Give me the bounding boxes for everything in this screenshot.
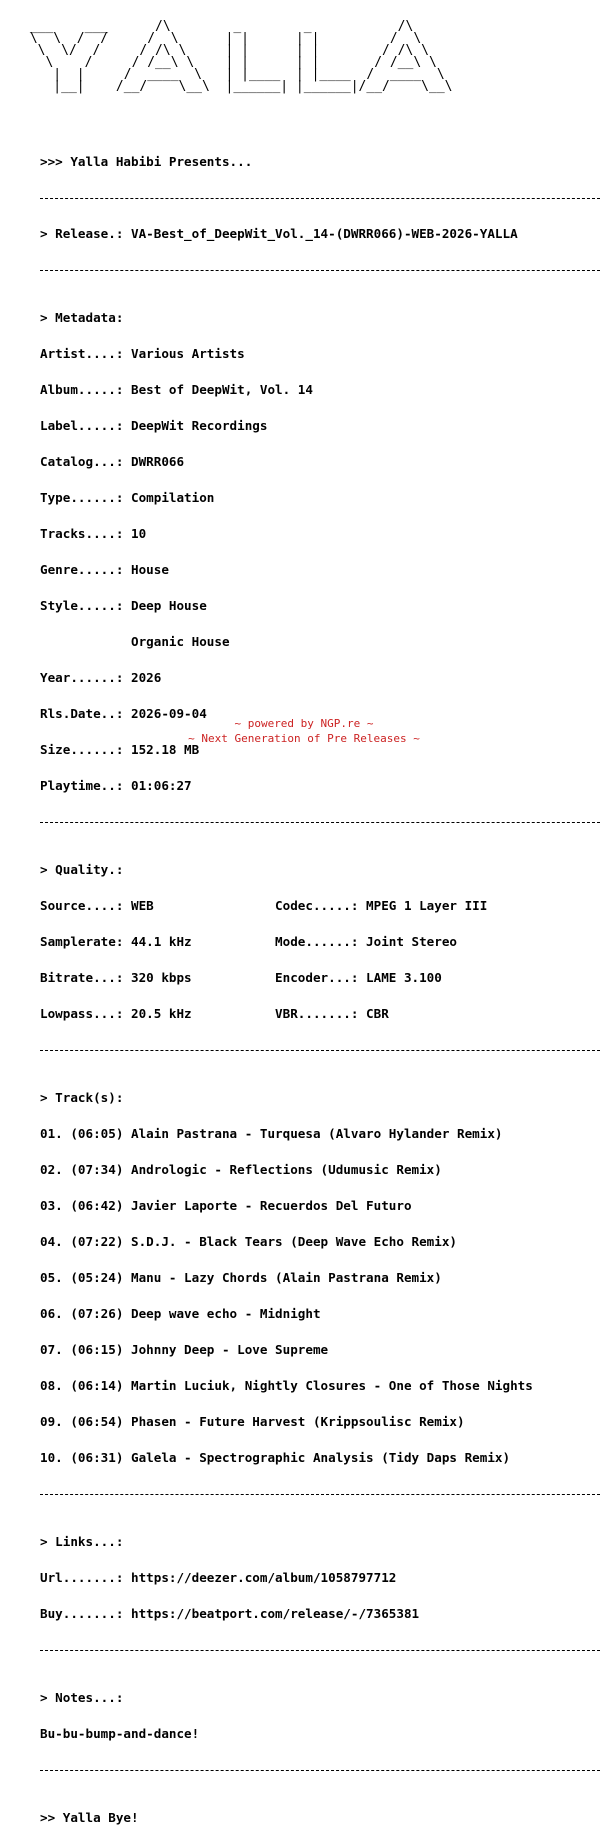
metadata-playtime: Playtime..: 01:06:27 bbox=[40, 778, 192, 793]
separator bbox=[40, 1644, 600, 1656]
quality-row: Source....: WEB Codec.....: MPEG 1 Layer III bbox=[40, 898, 488, 913]
link-buy[interactable]: Buy.......: https://beatport.com/release/-/7365381 bbox=[40, 1606, 420, 1621]
logo-line: |__| /__/ \__\ |______| |______|/__/ \__\ bbox=[22, 79, 453, 94]
metadata-tracks: Tracks....: 10 bbox=[40, 526, 147, 541]
footer bbox=[0, 716, 608, 746]
track-item: 02. (07:34) Andrologic - Reflections (Udumusic Remix) bbox=[40, 1162, 442, 1177]
logo-line: | | / ____ \ | |____ | |____ / ____ \ bbox=[22, 67, 453, 82]
track-item: 09. (06:54) Phasen - Future Harvest (Krippsoulisc Remix) bbox=[40, 1414, 465, 1429]
metadata-label: Label.....: DeepWit Recordings bbox=[40, 418, 268, 433]
track-item: 06. (07:26) Deep wave echo - Midnight bbox=[40, 1306, 321, 1321]
release-line: > Release.: VA-Best_of_DeepWit_Vol._14-(DWRR066)-WEB-2026-YALLA bbox=[40, 226, 518, 241]
metadata-genre: Genre.....: House bbox=[40, 562, 169, 577]
logo-line: \ \/ / / /\ \ | | | | / /\ \ bbox=[22, 43, 453, 58]
separator bbox=[40, 1044, 600, 1056]
metadata-catalog: Catalog...: DWRR066 bbox=[40, 454, 185, 469]
quality-row: Bitrate...: 320 kbps Encoder...: LAME 3.100 bbox=[40, 970, 442, 985]
quality-header: > Quality.: bbox=[40, 862, 124, 877]
metadata-type: Type......: Compilation bbox=[40, 490, 215, 505]
metadata-header: > Metadata: bbox=[40, 310, 124, 325]
track-item: 04. (07:22) S.D.J. - Black Tears (Deep Wave Echo Remix) bbox=[40, 1234, 458, 1249]
tracklist-header: > Track(s): bbox=[40, 1090, 124, 1105]
logo-line: ___ ___ /\ _ _ /\ bbox=[22, 19, 453, 34]
separator bbox=[40, 1488, 600, 1500]
metadata-style: Style.....: Deep House bbox=[40, 598, 207, 613]
metadata-size: Size......: 152.18 MB bbox=[40, 742, 200, 757]
quality-row: Samplerate: 44.1 kHz Mode......: Joint Stereo bbox=[40, 934, 458, 949]
metadata-album: Album.....: Best of DeepWit, Vol. 14 bbox=[40, 382, 313, 397]
track-item: 05. (05:24) Manu - Lazy Chords (Alain Pastrana Remix) bbox=[40, 1270, 442, 1285]
notes-text: Bu-bu-bump-and-dance! bbox=[40, 1726, 200, 1741]
track-item: 08. (06:14) Martin Luciuk, Nightly Closures - One of Those Nights bbox=[40, 1378, 533, 1393]
metadata-year: Year......: 2026 bbox=[40, 670, 162, 685]
outro-line: >> Yalla Bye! bbox=[40, 1810, 139, 1825]
separator bbox=[40, 264, 600, 276]
track-item: 03. (06:42) Javier Laporte - Recuerdos Del Futuro bbox=[40, 1198, 412, 1213]
links-header: > Links...: bbox=[40, 1534, 124, 1549]
track-item: 07. (06:15) Johnny Deep - Love Supreme bbox=[40, 1342, 329, 1357]
footer-tagline: ~ Next Generation of Pre Releases ~ bbox=[188, 732, 420, 745]
metadata-style-2: Organic House bbox=[40, 634, 230, 649]
nfo-document bbox=[40, 132, 600, 1836]
footer-powered-by[interactable]: ~ powered by NGP.re ~ bbox=[234, 717, 374, 730]
logo-line: \ / / /__\ \ | | | | / /__\ \ bbox=[22, 55, 453, 70]
metadata-release-date: Rls.Date..: 2026-09-04 bbox=[40, 706, 207, 721]
separator bbox=[40, 1764, 600, 1776]
notes-header: > Notes...: bbox=[40, 1690, 124, 1705]
yalla-ascii-logo bbox=[22, 20, 452, 92]
quality-row: Lowpass...: 20.5 kHz VBR.......: CBR bbox=[40, 1006, 389, 1021]
link-url[interactable]: Url.......: https://deezer.com/album/1058797712 bbox=[40, 1570, 397, 1585]
intro-line: >>> Yalla Habibi Presents... bbox=[40, 154, 253, 169]
metadata-artist: Artist....: Various Artists bbox=[40, 346, 245, 361]
separator bbox=[40, 816, 600, 828]
separator bbox=[40, 192, 600, 204]
track-item: 01. (06:05) Alain Pastrana - Turquesa (Alvaro Hylander Remix) bbox=[40, 1126, 503, 1141]
track-item: 10. (06:31) Galela - Spectrographic Analysis (Tidy Daps Remix) bbox=[40, 1450, 511, 1465]
logo-line: \ \ / / / \ | | | | / \ bbox=[22, 31, 453, 46]
